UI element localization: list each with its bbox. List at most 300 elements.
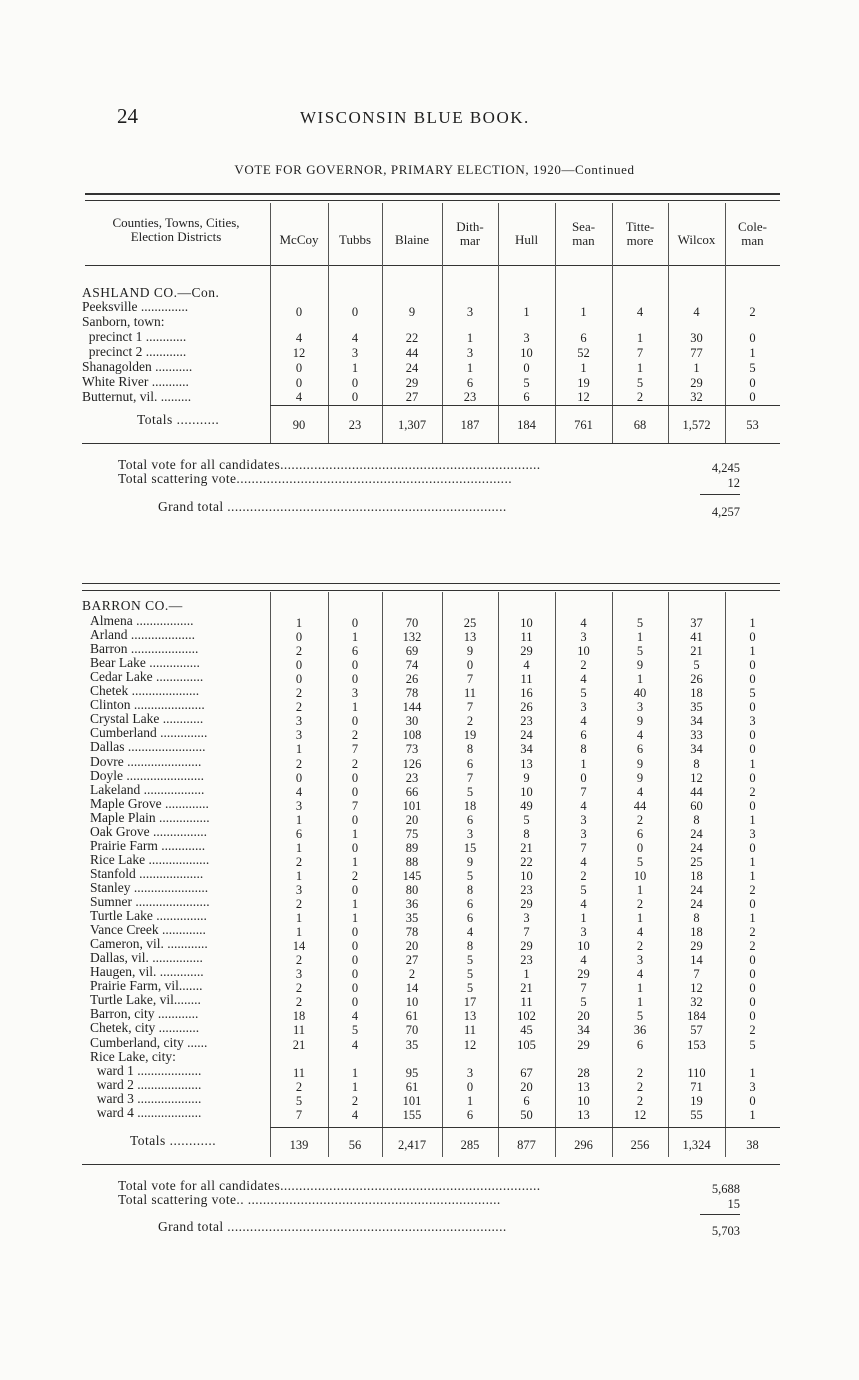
horizontal-rule bbox=[85, 193, 780, 195]
page-number: 24 bbox=[117, 104, 138, 128]
table-cell: 12 bbox=[633, 1107, 647, 1122]
table-cell: 70 bbox=[405, 616, 419, 630]
table-cell: 29 bbox=[520, 897, 533, 911]
table-cell: 0 bbox=[749, 967, 756, 982]
table-cell: 0 bbox=[351, 784, 359, 799]
table-cell: 2 bbox=[295, 1079, 303, 1094]
table-cell: 5 bbox=[693, 658, 700, 673]
table-cell: 13 bbox=[463, 1009, 477, 1024]
table-cell: 4 bbox=[523, 658, 530, 673]
table-cell: 0 bbox=[351, 925, 359, 940]
table-cell: 6 bbox=[523, 390, 530, 404]
table-cell: 1 bbox=[580, 756, 587, 771]
row-label: Bear Lake ............... bbox=[90, 655, 200, 671]
table-cell: 4 bbox=[466, 925, 474, 940]
table-cell: 21 bbox=[292, 1037, 306, 1052]
table-cell: 2 bbox=[295, 756, 303, 771]
totals-cell: 1,307 bbox=[397, 418, 427, 432]
totals-cell: 53 bbox=[746, 418, 759, 432]
table-cell: 1 bbox=[351, 854, 359, 869]
table-cell: 6 bbox=[466, 897, 474, 911]
table-cell: 1 bbox=[749, 812, 756, 827]
row-label: Dovre ...................... bbox=[90, 753, 202, 769]
column-rule bbox=[725, 592, 726, 1157]
table-cell: 1 bbox=[295, 868, 303, 883]
horizontal-rule bbox=[270, 1127, 780, 1128]
table-cell: 10 bbox=[577, 644, 590, 659]
table-cell: 2 bbox=[749, 882, 756, 897]
table-cell: 2 bbox=[580, 658, 587, 673]
table-cell: 3 bbox=[466, 1065, 474, 1080]
table-cell: 0 bbox=[351, 714, 359, 729]
table-cell: 22 bbox=[520, 854, 533, 869]
row-label: Prairie Farm ............. bbox=[90, 837, 206, 853]
table-cell: 4 bbox=[295, 331, 303, 345]
table-cell: 101 bbox=[402, 1093, 422, 1108]
table-cell: 1 bbox=[636, 995, 644, 1010]
table-cell: 1 bbox=[636, 672, 644, 687]
table-cell: 15 bbox=[463, 840, 477, 855]
table-cell: 9 bbox=[636, 658, 644, 673]
table-cell: 60 bbox=[690, 798, 703, 813]
table-cell: 2 bbox=[749, 1023, 756, 1038]
table-cell: 11 bbox=[520, 672, 533, 687]
table-cell: 0 bbox=[749, 840, 756, 855]
table-cell: 23 bbox=[463, 390, 477, 404]
table-cell: 7 bbox=[351, 798, 359, 813]
column-rule bbox=[612, 592, 613, 1157]
table-cell: 7 bbox=[466, 672, 474, 687]
row-label: ward 4 ................... bbox=[90, 1104, 202, 1120]
table-cell: 32 bbox=[690, 390, 703, 404]
totals-cell: 1,324 bbox=[682, 1138, 711, 1152]
table-cell: 19 bbox=[577, 376, 590, 390]
table-cell: 80 bbox=[405, 882, 419, 897]
totals-cell: 256 bbox=[630, 1138, 650, 1152]
table-cell: 1 bbox=[466, 331, 474, 345]
table-cell: 5 bbox=[295, 1093, 303, 1108]
table-cell: 13 bbox=[520, 756, 533, 771]
table-cell: 22 bbox=[405, 331, 419, 345]
totals-cell: 139 bbox=[289, 1138, 309, 1152]
table-cell: 2 bbox=[351, 756, 359, 771]
horizontal-rule bbox=[270, 405, 780, 406]
table-cell: 71 bbox=[690, 1079, 703, 1094]
row-label: Dallas, vil. ............... bbox=[90, 950, 203, 966]
table-cell: 2 bbox=[636, 1065, 644, 1080]
table-cell: 6 bbox=[351, 644, 359, 659]
table-cell: 0 bbox=[749, 897, 756, 911]
table-cell: 5 bbox=[466, 981, 474, 996]
table-cell: 23 bbox=[405, 770, 419, 785]
table-cell: 19 bbox=[463, 728, 477, 743]
table-cell: 3 bbox=[523, 331, 530, 345]
table-cell: 23 bbox=[520, 714, 533, 729]
table-cell: 0 bbox=[351, 953, 359, 968]
table-cell: 26 bbox=[405, 672, 419, 687]
table-cell: 1 bbox=[295, 840, 303, 855]
table-cell: 29 bbox=[690, 376, 703, 390]
summary-scattering-value: 15 bbox=[727, 1197, 740, 1211]
table-cell: 4 bbox=[636, 784, 644, 799]
column-rule bbox=[442, 592, 443, 1157]
totals-cell: 187 bbox=[460, 418, 480, 432]
table-cell: 6 bbox=[466, 812, 474, 827]
grand-total-label: Grand total .......................................................................... bbox=[158, 1219, 507, 1234]
row-label: Oak Grove ................ bbox=[90, 823, 207, 839]
table-cell: 1 bbox=[749, 1107, 756, 1122]
table-cell: 9 bbox=[523, 770, 530, 785]
table-cell: 1 bbox=[295, 911, 303, 926]
table-cell: 20 bbox=[577, 1009, 590, 1024]
table-cell: 77 bbox=[690, 346, 703, 360]
table-cell: 10 bbox=[520, 784, 533, 799]
row-label: precinct 1 ............ bbox=[82, 329, 187, 344]
table-cell: 2 bbox=[295, 686, 303, 701]
table-cell: 184 bbox=[687, 1009, 706, 1024]
row-label: Barron, city ............ bbox=[90, 1006, 199, 1022]
totals-cell: 23 bbox=[348, 418, 362, 432]
table-cell: 1 bbox=[523, 305, 530, 319]
table-cell: 1 bbox=[351, 826, 359, 841]
table-cell: 145 bbox=[402, 868, 422, 883]
row-label: Maple Grove ............. bbox=[90, 795, 209, 811]
table-cell: 29 bbox=[690, 939, 703, 954]
table-cell: 0 bbox=[749, 390, 756, 404]
table-cell: 1 bbox=[749, 756, 756, 771]
table-cell: 4 bbox=[351, 1009, 359, 1024]
table-cell: 9 bbox=[466, 644, 474, 659]
table-cell: 3 bbox=[466, 305, 474, 319]
table-cell: 5 bbox=[466, 953, 474, 968]
column-header: Cole- bbox=[738, 219, 767, 234]
table-cell: 1 bbox=[580, 361, 587, 375]
horizontal-rule bbox=[85, 200, 780, 201]
totals-label: Totals ........... bbox=[137, 412, 220, 427]
table-cell: 0 bbox=[749, 770, 756, 785]
table-cell: 9 bbox=[636, 770, 644, 785]
table-cell: 4 bbox=[636, 728, 644, 743]
table-cell: 2 bbox=[636, 939, 644, 954]
row-label: Peeksville .............. bbox=[82, 299, 189, 314]
row-label: Turtle Lake ............... bbox=[90, 908, 207, 924]
row-label: Chetek .................... bbox=[90, 683, 200, 699]
table-cell: 108 bbox=[402, 728, 422, 743]
table-cell: 89 bbox=[405, 840, 419, 855]
table-cell: 2 bbox=[295, 854, 303, 869]
table-cell: 5 bbox=[580, 882, 587, 897]
table-cell: 27 bbox=[405, 953, 419, 968]
horizontal-rule bbox=[82, 590, 780, 591]
table-cell: 1 bbox=[693, 361, 700, 375]
row-label: Cameron, vil. ............ bbox=[90, 936, 208, 952]
grand-total-value: 4,257 bbox=[711, 505, 740, 519]
totals-cell: 285 bbox=[460, 1138, 480, 1152]
table-cell: 10 bbox=[405, 995, 419, 1010]
table-cell: 9 bbox=[636, 714, 644, 729]
row-label: Turtle Lake, vil........ bbox=[90, 992, 201, 1008]
table-cell: 0 bbox=[295, 770, 303, 785]
column-header: Dith- bbox=[456, 219, 484, 234]
table-cell: 57 bbox=[690, 1023, 703, 1038]
table-cell: 45 bbox=[520, 1023, 533, 1038]
table-cell: 12 bbox=[292, 346, 306, 360]
totals-cell: 1,572 bbox=[682, 418, 711, 432]
table-cell: 4 bbox=[580, 714, 587, 729]
table-cell: 50 bbox=[520, 1107, 533, 1122]
table-cell: 78 bbox=[405, 925, 419, 940]
row-label: Lakeland .................. bbox=[90, 781, 205, 797]
table-cell: 61 bbox=[405, 1079, 419, 1094]
table-cell: 18 bbox=[690, 686, 703, 701]
table-cell: 8 bbox=[693, 812, 700, 827]
table-cell: 0 bbox=[351, 376, 359, 390]
table-cell: 34 bbox=[690, 714, 703, 729]
table-cell: 2 bbox=[408, 967, 416, 982]
table-cell: 110 bbox=[687, 1065, 706, 1080]
column-header: Tubbs bbox=[338, 232, 372, 247]
column-header: Wilcox bbox=[677, 232, 716, 247]
column-header: Titte- bbox=[625, 219, 655, 234]
table-cell: 24 bbox=[690, 882, 703, 897]
table-cell: 6 bbox=[466, 911, 474, 926]
table-cell: 44 bbox=[633, 798, 647, 813]
table-cell: 8 bbox=[466, 939, 474, 954]
table-cell: 34 bbox=[520, 742, 533, 757]
table-cell: 5 bbox=[636, 854, 644, 869]
table-cell: 6 bbox=[636, 826, 644, 841]
table-cell: 35 bbox=[405, 1037, 419, 1052]
table-cell: 2 bbox=[636, 812, 644, 827]
table-cell: 16 bbox=[520, 686, 533, 701]
table-cell: 1 bbox=[636, 981, 644, 996]
table-cell: 3 bbox=[636, 700, 644, 715]
table-cell: 155 bbox=[402, 1107, 422, 1122]
row-label: Cumberland .............. bbox=[90, 725, 208, 741]
table-cell: 11 bbox=[520, 995, 533, 1010]
table-cell: 32 bbox=[690, 995, 703, 1010]
stub-header-line-2: Election Districts bbox=[130, 229, 222, 244]
horizontal-rule bbox=[82, 443, 780, 444]
table-cell: 0 bbox=[749, 1009, 756, 1024]
grand-total-value: 5,703 bbox=[711, 1224, 740, 1238]
table-cell: 3 bbox=[580, 700, 587, 715]
table-cell: 4 bbox=[636, 305, 644, 319]
table-cell: 24 bbox=[690, 897, 703, 911]
table-cell: 3 bbox=[749, 1079, 756, 1094]
table-cell: 4 bbox=[636, 967, 644, 982]
table-cell: 0 bbox=[295, 361, 303, 375]
table-cell: 1 bbox=[636, 331, 644, 345]
row-label: Chetek, city ............ bbox=[90, 1020, 200, 1036]
table-cell: 6 bbox=[295, 826, 303, 841]
table-cell: 35 bbox=[405, 911, 419, 926]
table-cell: 6 bbox=[466, 376, 474, 390]
table-cell: 2 bbox=[351, 1093, 359, 1108]
column-rule bbox=[328, 592, 329, 1157]
table-cell: 0 bbox=[749, 953, 756, 968]
table-cell: 0 bbox=[295, 658, 303, 673]
table-cell: 0 bbox=[749, 1093, 756, 1108]
totals-cell: 2,417 bbox=[397, 1138, 427, 1152]
table-cell: 0 bbox=[351, 616, 359, 630]
totals-cell: 68 bbox=[633, 418, 647, 432]
table-cell: 11 bbox=[463, 1023, 477, 1038]
summary-candidates-label: Total vote for all candidates..................................................................... bbox=[118, 1178, 541, 1193]
horizontal-rule bbox=[700, 494, 740, 495]
table-cell: 2 bbox=[295, 953, 303, 968]
table-cell: 2 bbox=[749, 939, 756, 954]
totals-cell: 761 bbox=[574, 418, 593, 432]
column-rule bbox=[270, 592, 271, 1157]
table-cell: 7 bbox=[466, 770, 474, 785]
grand-total-label: Grand total .......................................................................... bbox=[158, 499, 507, 514]
table-cell: 2 bbox=[351, 728, 359, 743]
row-label: Prairie Farm, vil....... bbox=[90, 978, 203, 994]
running-head: WISCONSIN BLUE BOOK. bbox=[300, 108, 530, 127]
table-cell: 1 bbox=[295, 925, 303, 940]
table-cell: 52 bbox=[577, 346, 590, 360]
table-cell: 0 bbox=[749, 376, 756, 390]
row-label: Stanfold ................... bbox=[90, 865, 204, 881]
table-cell: 7 bbox=[466, 700, 474, 715]
table-cell: 4 bbox=[693, 305, 700, 319]
table-cell: 12 bbox=[690, 770, 703, 785]
table-cell: 30 bbox=[690, 331, 703, 345]
table-cell: 6 bbox=[523, 1093, 530, 1108]
row-label: Doyle ....................... bbox=[90, 767, 204, 783]
table-cell: 34 bbox=[690, 742, 703, 757]
table-cell: 18 bbox=[690, 925, 703, 940]
table-cell: 2 bbox=[295, 644, 303, 659]
column-header: Sea- bbox=[571, 219, 596, 234]
table-cell: 10 bbox=[577, 939, 590, 954]
table-cell: 75 bbox=[405, 826, 419, 841]
table-cell: 3 bbox=[466, 346, 474, 360]
table-cell: 3 bbox=[351, 686, 359, 701]
table-cell: 6 bbox=[466, 1107, 474, 1122]
table-cell: 8 bbox=[693, 756, 700, 771]
summary-scattering-label: Total scattering vote.. ................................................................... bbox=[118, 1192, 501, 1207]
table-cell: 29 bbox=[577, 967, 590, 982]
table-cell: 1 bbox=[466, 1093, 474, 1108]
table-cell: 2 bbox=[466, 714, 474, 729]
row-label: Sanborn, town: bbox=[82, 314, 165, 329]
table-cell: 8 bbox=[693, 911, 700, 926]
table-cell: 6 bbox=[466, 756, 474, 771]
table-cell: 3 bbox=[523, 911, 530, 926]
table-cell: 0 bbox=[466, 658, 474, 673]
row-label: precinct 2 ............ bbox=[82, 344, 187, 359]
table-cell: 9 bbox=[408, 305, 416, 319]
table-cell: 20 bbox=[520, 1079, 533, 1094]
table-cell: 7 bbox=[295, 1107, 303, 1122]
table-cell: 25 bbox=[690, 854, 703, 869]
table-cell: 25 bbox=[463, 616, 477, 630]
column-header: mar bbox=[459, 233, 481, 248]
table-cell: 0 bbox=[351, 305, 359, 319]
table-cell: 2 bbox=[636, 390, 644, 404]
table-cell: 5 bbox=[636, 644, 644, 659]
table-cell: 10 bbox=[577, 1093, 590, 1108]
table-cell: 7 bbox=[693, 967, 700, 982]
table-cell: 21 bbox=[520, 840, 533, 855]
row-label: Cumberland, city ...... bbox=[90, 1034, 208, 1050]
horizontal-rule bbox=[85, 265, 780, 266]
totals-cell: 877 bbox=[517, 1138, 536, 1152]
table-cell: 10 bbox=[633, 868, 647, 883]
table-cell: 41 bbox=[690, 630, 703, 645]
table-cell: 11 bbox=[292, 1065, 306, 1080]
table-cell: 67 bbox=[520, 1065, 533, 1080]
table-cell: 8 bbox=[580, 742, 587, 757]
table-cell: 144 bbox=[402, 700, 422, 715]
column-header: more bbox=[626, 233, 654, 248]
table-cell: 0 bbox=[351, 672, 359, 687]
table-cell: 4 bbox=[580, 897, 587, 911]
table-cell: 12 bbox=[463, 1037, 477, 1052]
table-cell: 1 bbox=[351, 911, 359, 926]
table-cell: 1 bbox=[749, 346, 756, 360]
table-cell: 0 bbox=[749, 742, 756, 757]
column-header: man bbox=[741, 233, 764, 248]
table-cell: 1 bbox=[636, 882, 644, 897]
table-cell: 3 bbox=[580, 925, 587, 940]
table-cell: 2 bbox=[749, 305, 756, 319]
table-cell: 20 bbox=[405, 812, 419, 827]
table-cell: 95 bbox=[405, 1065, 419, 1080]
table-cell: 18 bbox=[690, 868, 703, 883]
table-cell: 11 bbox=[463, 686, 477, 701]
table-title: VOTE FOR GOVERNOR, PRIMARY ELECTION, 1920—Continued bbox=[234, 162, 635, 177]
horizontal-rule bbox=[700, 1214, 740, 1215]
table-cell: 3 bbox=[295, 882, 303, 897]
table-cell: 8 bbox=[523, 826, 530, 841]
table-cell: 0 bbox=[749, 728, 756, 743]
table-cell: 0 bbox=[580, 770, 587, 785]
table-cell: 1 bbox=[580, 911, 587, 926]
table-cell: 1 bbox=[636, 361, 644, 375]
row-label: ward 3 ................... bbox=[90, 1090, 202, 1106]
table-cell: 24 bbox=[520, 728, 533, 743]
table-cell: 1 bbox=[351, 700, 359, 715]
table-cell: 13 bbox=[577, 1107, 590, 1122]
table-cell: 36 bbox=[633, 1023, 647, 1038]
table-cell: 4 bbox=[580, 798, 587, 813]
table-cell: 29 bbox=[520, 939, 533, 954]
table-cell: 88 bbox=[405, 854, 419, 869]
table-cell: 6 bbox=[636, 1037, 644, 1052]
table-cell: 7 bbox=[351, 742, 359, 757]
table-cell: 5 bbox=[636, 1009, 644, 1024]
horizontal-rule bbox=[82, 583, 780, 584]
table-cell: 132 bbox=[402, 630, 422, 645]
table-cell: 0 bbox=[749, 630, 756, 645]
column-header: McCoy bbox=[279, 232, 319, 247]
table-cell: 0 bbox=[749, 672, 756, 687]
table-cell: 4 bbox=[580, 616, 587, 630]
table-cell: 1 bbox=[749, 911, 756, 926]
table-cell: 6 bbox=[636, 742, 644, 757]
table-cell: 1 bbox=[580, 305, 587, 319]
table-cell: 4 bbox=[351, 1037, 359, 1052]
table-cell: 2 bbox=[749, 925, 756, 940]
table-cell: 33 bbox=[690, 728, 703, 743]
table-cell: 2 bbox=[636, 1093, 644, 1108]
row-label: Rice Lake .................. bbox=[90, 851, 210, 867]
table-cell: 69 bbox=[405, 644, 419, 659]
row-label: Dallas ....................... bbox=[90, 739, 206, 755]
